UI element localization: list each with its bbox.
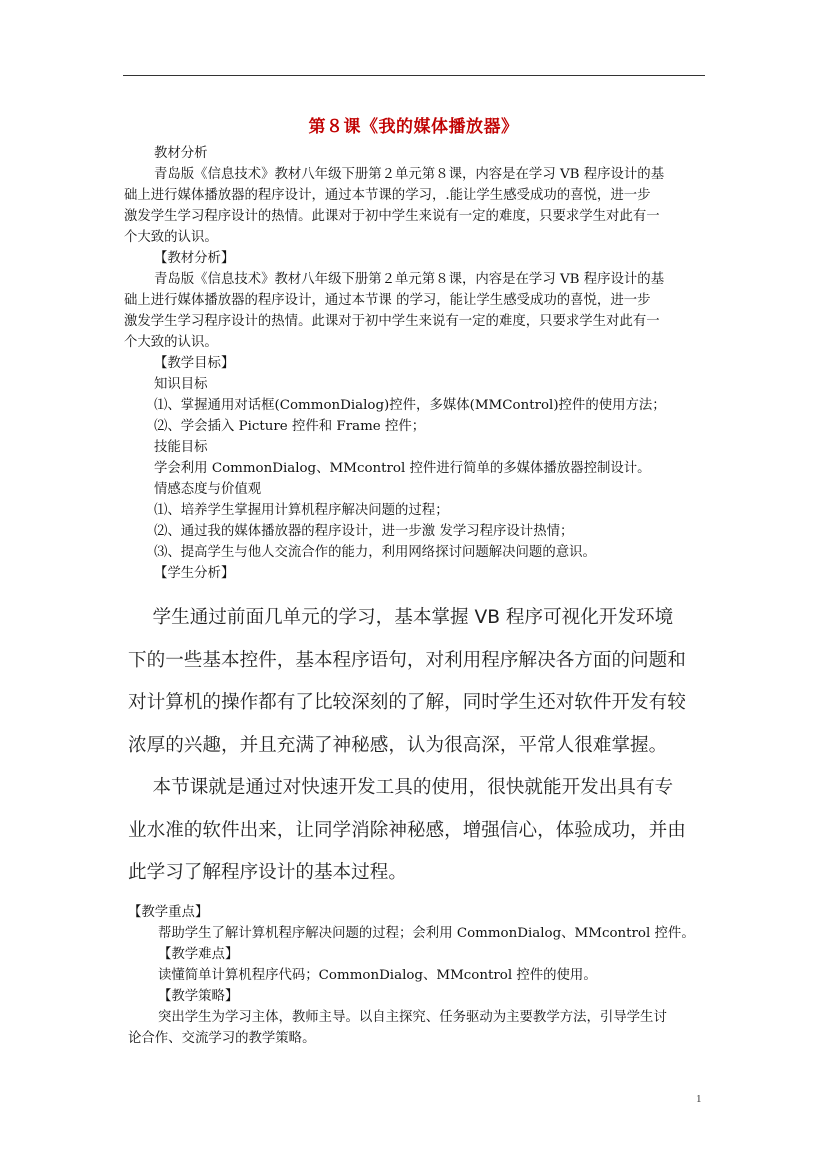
text-line: 知识目标 xyxy=(154,377,208,392)
text-line: 对计算机的操作都有了比较深刻的了解，同时学生还对软件开发有较 xyxy=(128,692,686,713)
text-line: 业水准的软件出来，让同学消除神秘感，增强信心，体验成功，并由 xyxy=(128,819,686,841)
header-rule xyxy=(123,75,705,76)
text-line: 【教学重点】 xyxy=(128,905,209,920)
text-line: 技能目标 xyxy=(154,440,208,455)
text-line: ⑴、掌握通用对话框(CommonDialog)控件，多媒体(MMControl)控件的使用方法； xyxy=(154,398,666,413)
text-block-analysis-goals xyxy=(124,143,706,584)
text-line: 个大致的认识。 xyxy=(124,335,218,350)
text-line: 浓厚的兴趣，并且充满了神秘感，认为很高深，平常人很难掌握。 xyxy=(128,734,668,756)
text-line: 学生通过前面几单元的学习，基本掌握 VB 程序可视化开发环境 xyxy=(128,607,674,628)
text-line: 青岛版《信息技术》教材八年级下册第２单元第８课，内容是在学习 VB 程序设计的基 xyxy=(154,272,665,287)
text-line: 下的一些基本控件，基本程序语句，对利用程序解决各方面的问题和 xyxy=(128,649,686,671)
text-line: 教材分析 xyxy=(154,146,208,161)
text-line: 帮助学生了解计算机程序解决问题的过程；会利用 CommonDialog、MMcontrol 控件。 xyxy=(158,926,695,941)
text-line: 学会利用 CommonDialog、MMcontrol 控件进行简单的多媒体播放器控制设计。 xyxy=(154,461,651,476)
text-block-student-analysis xyxy=(128,597,710,895)
text-line: 础上进行媒体播放器的程序设计，通过本节课的学习，.能让学生感受成功的喜悦，进一步 xyxy=(124,188,651,203)
text-block-focus-strategy xyxy=(128,902,710,1049)
page-title: 第８课《我的媒体播放器》 xyxy=(308,117,519,137)
text-line: 【教材分析】 xyxy=(154,251,235,266)
text-line: 激发学生学习程序设计的热情。此课对于初中学生来说有一定的难度，只要求学生对此有一 xyxy=(124,314,660,329)
text-line: ⑵、学会插入 Picture 控件和 Frame 控件； xyxy=(154,419,426,434)
text-line: 读懂简单计算机程序代码；CommonDialog、MMcontrol 控件的使用。 xyxy=(158,968,597,983)
text-line: 激发学生学习程序设计的热情。此课对于初中学生来说有一定的难度，只要求学生对此有一 xyxy=(124,209,660,224)
text-line: 此学习了解程序设计的基本过程。 xyxy=(128,862,407,883)
text-line: 【学生分析】 xyxy=(154,566,235,581)
text-line: ⑶、提高学生与他人交流合作的能力，利用网络探讨问题解决问题的意识。 xyxy=(154,545,596,560)
text-line: 础上进行媒体播放器的程序设计，通过本节课 的学习，能让学生感受成功的喜悦，进一步 xyxy=(124,293,651,308)
page-number: 1 xyxy=(696,1093,702,1105)
text-line: ⑵、通过我的媒体播放器的程序设计，进一步激 发学习程序设计热情； xyxy=(154,524,574,539)
text-line: 情感态度与价值观 xyxy=(154,482,262,497)
text-line: 【教学策略】 xyxy=(158,989,239,1004)
text-line: 论合作、交流学习的教学策略。 xyxy=(128,1031,316,1046)
text-line: 本节课就是通过对快速开发工具的使用，很快就能开发出具有专 xyxy=(128,777,674,798)
text-line: ⑴、培养学生掌握用计算机程序解决问题的过程； xyxy=(154,503,449,518)
text-line: 个大致的认识。 xyxy=(124,230,218,245)
text-line: 青岛版《信息技术》教材八年级下册第２单元第８课，内容是在学习 VB 程序设计的基 xyxy=(154,167,665,182)
text-line: 【教学难点】 xyxy=(158,947,239,962)
text-line: 突出学生为学习主体，教师主导。以自主探究、任务驱动为主要教学方法，引导学生讨 xyxy=(158,1010,667,1025)
text-line: 【教学目标】 xyxy=(154,356,235,371)
